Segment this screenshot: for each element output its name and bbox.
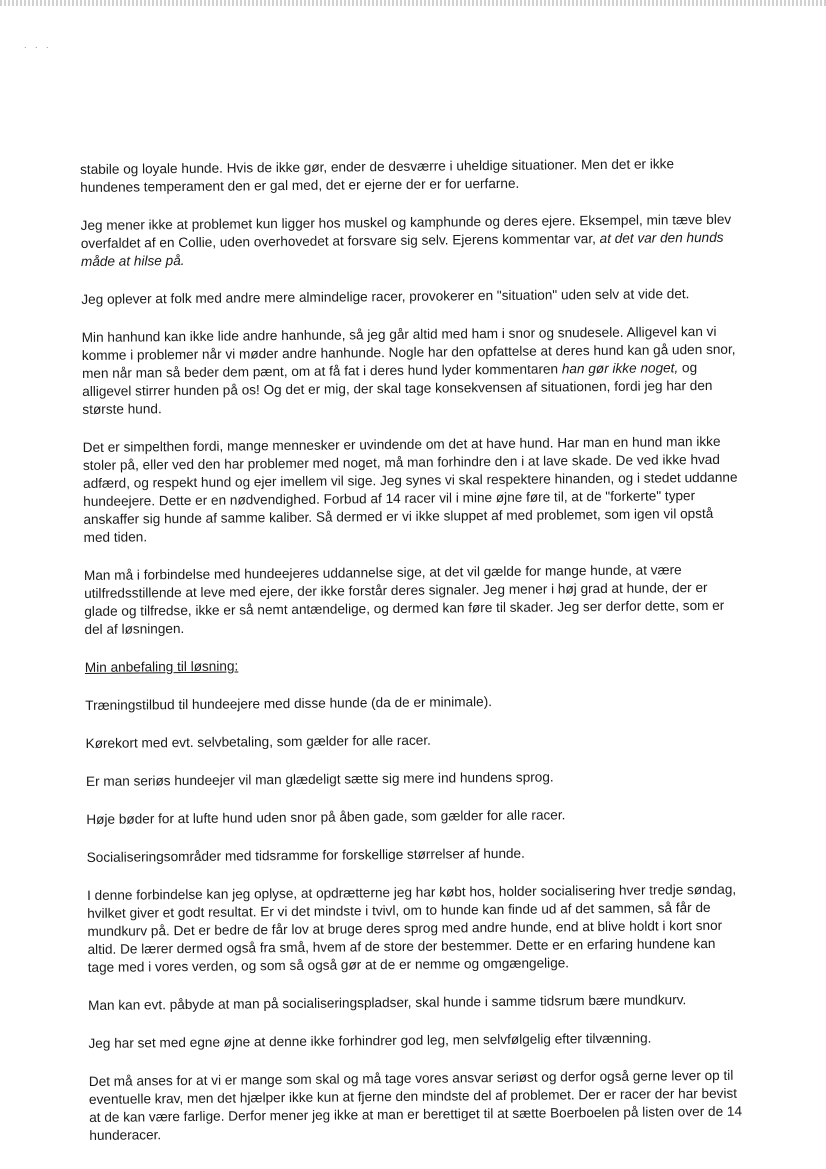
quote-italic: at det var den hunds — [599, 229, 724, 247]
scan-top-edge — [0, 0, 826, 6]
recommendation-heading — [85, 653, 757, 677]
text-line: Man kan evt. påbyde at man på socialiseringspladser, skal hunde i samme tidsrum bære mundkurv. — [88, 992, 687, 1013]
recommendation-item — [85, 691, 757, 715]
recommendation-item — [86, 805, 758, 829]
paragraph-1 — [80, 155, 752, 197]
paragraph-8 — [88, 991, 760, 1015]
text-line: I denne forbindelse kan jeg oplyse, at opdrætterne jeg har købt hos, holder socialisering hver tredje søndag, — [86, 881, 737, 903]
quote-italic: han gør ikke noget, — [561, 360, 679, 377]
text-line: Kørekort med evt. selvbetaling, som gælder for alle racer. — [85, 732, 431, 751]
scan-marks: . . . — [24, 40, 52, 50]
recommendation-item — [86, 729, 758, 753]
text-line: Jeg mener ikke at problemet kun ligger hos muskel og kamphunde og deres ejere. Eksempel, min tæve blev — [80, 211, 732, 233]
text-line: Man må i forbindelse med hundeejeres uddannelse sige, at det vil gælde for mange hunde, at være — [83, 562, 682, 583]
paragraph-9 — [88, 1029, 760, 1053]
text-line: Jeg har set med egne øjne at denne ikke forhindrer god leg, men selvfølgelig efter tilvænning. — [88, 1030, 652, 1051]
paragraph-2 — [81, 211, 753, 271]
text-line: Høje bøder for at lufte hund uden snor på åben gade, som gælder for alle racer. — [86, 807, 566, 827]
paragraph-4 — [82, 323, 755, 419]
text-line: at de kan være farlige. Derfor mener jeg ikke at man er berettiget til at sætte Boerboelen på listen over de 14 — [89, 1103, 743, 1125]
paragraph-6 — [84, 561, 757, 639]
text-line: Jeg oplever at folk med andre mere almindelige racer, provokerer en "situation" uden selv at vide det. — [81, 286, 690, 307]
text-line: komme i problemer når vi møder andre hanhunde. Nogle har den opfattelse at deres hund kan gå uden snor, — [81, 341, 736, 363]
text-line: Er man seriøs hundeejer vil man glædeligt sætte sig mere ind hundens sprog. — [85, 769, 554, 789]
recommendation-item — [86, 767, 758, 791]
text-line: mundkurv på. Det er bedre de får lov at bruge deres sprog med andre hunde, end at blive holdt i kort snor — [87, 917, 723, 939]
text-line: hundenes temperament den er gal med, det er ejerne der er for uerfarne. — [80, 175, 520, 195]
paragraph-10 — [89, 1067, 762, 1145]
text-line: største hund. — [82, 401, 162, 417]
text-line: med tiden. — [83, 529, 148, 545]
text-line: adfærd, og respekt hund og ejer imellem vil sige. Jeg synes vi skal respektere hinanden, og i stedet uddanne — [83, 469, 738, 491]
text-line: hundeejere. Dette er en nødvendighed. Forbud af 14 racer vil i mine øjne føre til, at de "forkerte" typer — [83, 488, 696, 509]
text-line: alligevel stirrer hunden på os! Og det er mig, der skal tage konsekvensen af situationen, fordi jeg har den — [82, 377, 713, 399]
text-line: stoler på, eller ved den har problemer med noget, må man forhindre den i at lave skade. De ved ikke hvad — [82, 451, 720, 473]
text-line: stabile og loyale hunde. Hvis de ikke gør, ender de desværre i uheldige situationer. Men det er ikke — [80, 156, 675, 177]
recommendation-item — [87, 843, 759, 867]
text-line: eventuelle krav, men det hjælper ikke kun at fjerne den mindste del af problemet. Der er racer der har bevist — [88, 1085, 738, 1107]
document-body — [80, 155, 762, 1165]
text-line: Min hanhund kan ikke lide andre hanhunde, så jeg går altid med ham i snor og snudesele. Alligevel kan vi — [81, 323, 717, 345]
text-run: og — [678, 360, 698, 376]
text-line: Det må anses for at vi er mange som skal og må tage vores ansvar seriøst og derfor også gerne lever op til — [88, 1067, 734, 1089]
paragraph-7 — [87, 881, 760, 977]
text-line: del af løsningen. — [84, 621, 185, 637]
text-run: overfaldet af en Collie, uden overhovedet at forsvare sig selv. Ejerens kommentar var, — [80, 231, 600, 251]
text-line: Træningstilbud til hundeejere med disse hunde (da de er minimale). — [85, 694, 493, 713]
text-line: utilfredsstillende at leve med ejere, der ikke forstår deres signaler. Jeg mener i høj grad at hunde, der er — [84, 579, 708, 601]
text-line: altid. De lærer dermed også fra små, hvem af de store der bestemmer. Dette er en erfaring hundene kan — [87, 935, 716, 957]
text-line: Socialiseringsområder med tidsramme for forskellige størrelser af hunde. — [86, 845, 525, 865]
paragraph-5 — [83, 433, 756, 547]
paragraph-3 — [81, 285, 753, 309]
text-run: men når man så beder dem pænt, om at få fat i deres hund lyder kommentaren — [81, 361, 562, 381]
text-line: hvilket giver et godt resultat. Er vi det mindste i tvivl, om to hunde kan finde ud af det sammen, så får de — [87, 899, 711, 921]
text-line: Det er simpelthen fordi, mange mennesker er uvindende om det at have hund. Har man en hund man ikke — [82, 433, 721, 455]
text-line: glade og tilfredse, ikke er så nemt antændelige, og dermed kan føre til skader. Jeg ser derfor dette, som er — [84, 597, 725, 619]
text-line: anskaffer sig hunde af samme kaliber. Så dermed er vi ikke sluppet af med problemet, som igen vil opstå — [83, 505, 714, 527]
text-line: tage med i vores verden, og som så også gør at de er nemme og omgængelige. — [87, 955, 570, 975]
quote-italic: måde at hilse på. — [80, 253, 185, 269]
text-line: hunderacer. — [89, 1127, 162, 1143]
section-heading: Min anbefaling til løsning: — [84, 658, 239, 675]
